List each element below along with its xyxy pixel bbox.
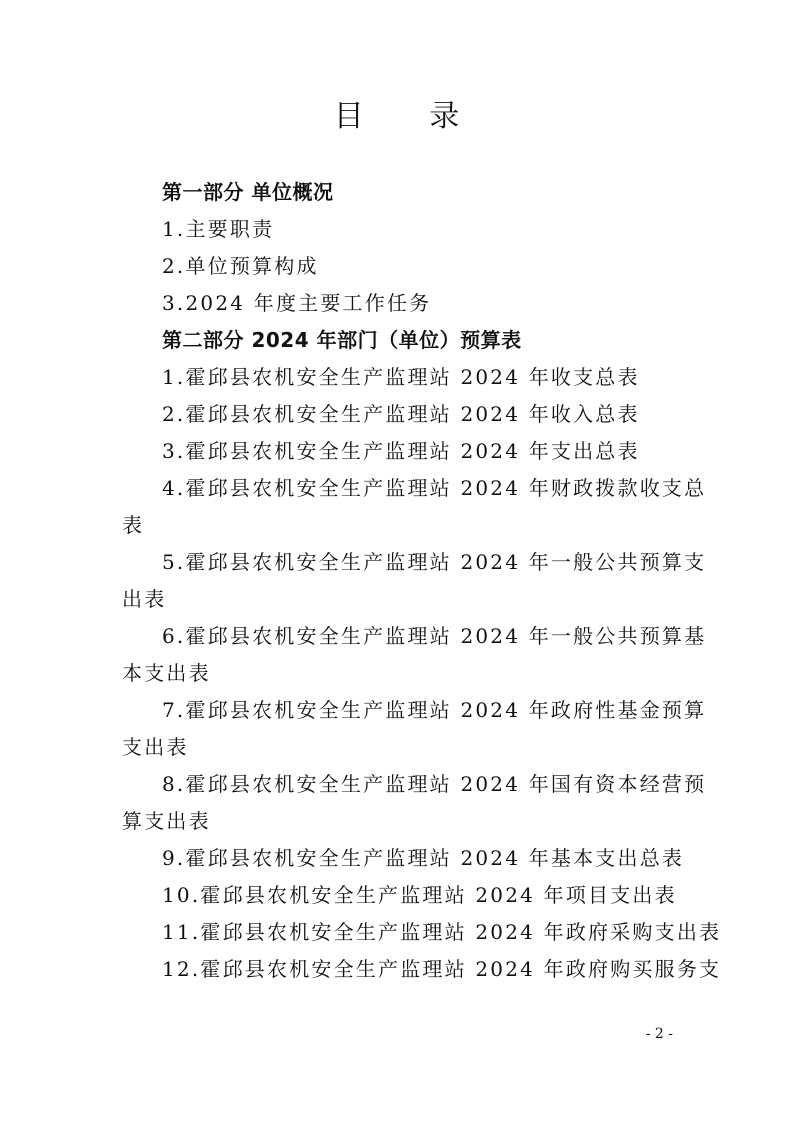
toc-entry: 6.霍邱县农机安全生产监理站 2024 年一般公共预算基	[162, 624, 707, 648]
toc-entry: 3.霍邱县农机安全生产监理站 2024 年支出总表	[162, 439, 640, 463]
toc-entry-continuation: 支出表	[122, 735, 189, 759]
table-of-contents	[122, 174, 722, 988]
toc-entry: 11.霍邱县农机安全生产监理站 2024 年政府采购支出表	[162, 920, 722, 944]
toc-section-heading: 第二部分 2024 年部门（单位）预算表	[162, 328, 522, 352]
toc-entry: 4.霍邱县农机安全生产监理站 2024 年财政拨款收支总	[162, 476, 707, 500]
toc-entry: 1.主要职责	[162, 217, 275, 241]
toc-entry: 12.霍邱县农机安全生产监理站 2024 年政府购买服务支	[162, 957, 722, 981]
toc-entry: 3.2024 年度主要工作任务	[162, 291, 432, 315]
toc-entry: 10.霍邱县农机安全生产监理站 2024 年项目支出表	[162, 883, 677, 907]
toc-entry-continuation: 出表	[122, 587, 167, 611]
toc-section-heading: 第一部分 单位概况	[162, 180, 334, 204]
toc-entry: 1.霍邱县农机安全生产监理站 2024 年收支总表	[162, 365, 640, 389]
toc-entry: 2.单位预算构成	[162, 254, 319, 278]
toc-entry: 5.霍邱县农机安全生产监理站 2024 年一般公共预算支	[162, 550, 707, 574]
toc-entry-continuation: 表	[122, 513, 145, 537]
toc-entry-continuation: 本支出表	[122, 661, 211, 685]
toc-entry: 7.霍邱县农机安全生产监理站 2024 年政府性基金预算	[162, 698, 707, 722]
page-title: 目 录	[333, 99, 488, 134]
toc-entry-continuation: 算支出表	[122, 809, 211, 833]
toc-entry: 2.霍邱县农机安全生产监理站 2024 年收入总表	[162, 402, 640, 426]
page-number: - 2 -	[645, 1026, 673, 1042]
toc-entry: 8.霍邱县农机安全生产监理站 2024 年国有资本经营预	[162, 772, 707, 796]
toc-entry: 9.霍邱县农机安全生产监理站 2024 年基本支出总表	[162, 846, 685, 870]
